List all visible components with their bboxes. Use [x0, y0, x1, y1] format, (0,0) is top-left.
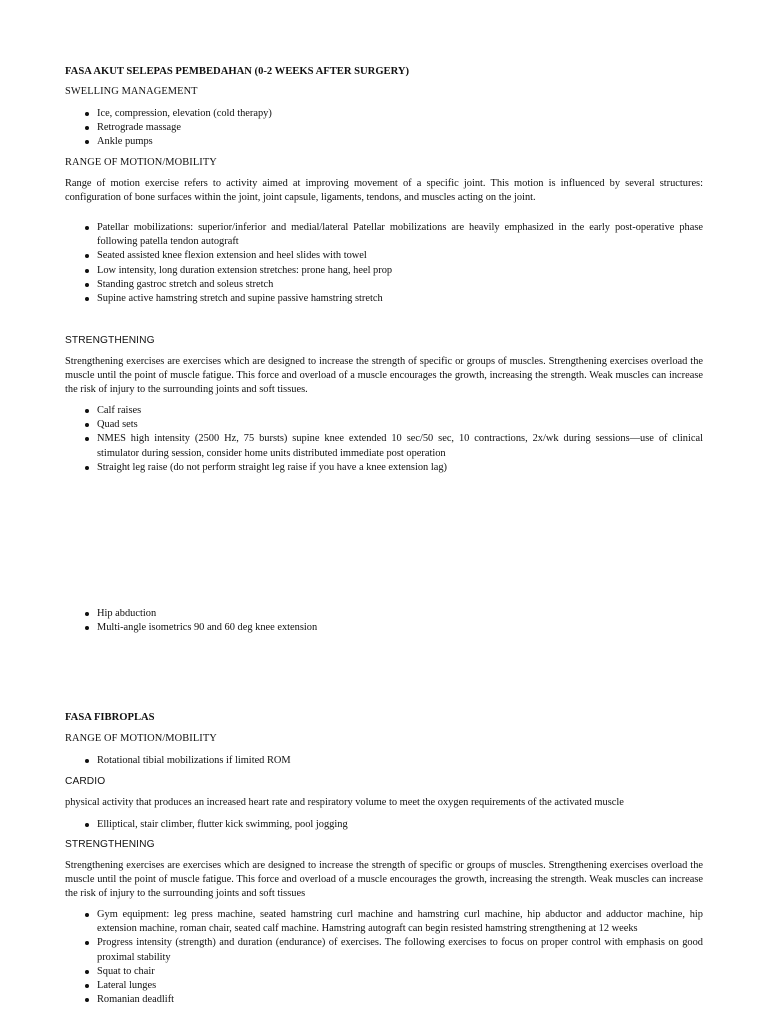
fibro-rom-list-item	[65, 754, 703, 768]
list-item-text: Retrograde massage	[97, 122, 181, 134]
fibro-rom-list	[65, 754, 703, 768]
strength-list-item	[65, 621, 703, 635]
bullet-icon	[85, 112, 89, 116]
bullet-icon	[85, 126, 89, 130]
bullet-icon	[85, 297, 89, 301]
strength-list-item	[65, 607, 703, 621]
bullet-icon	[85, 437, 89, 441]
swelling-list-item	[65, 121, 703, 135]
strength-paragraph	[65, 355, 703, 398]
list-item-text: Elliptical, stair climber, flutter kick swimming, pool jogging	[97, 819, 348, 830]
list-item-text: Calf raises	[97, 405, 142, 416]
bullet-icon	[85, 409, 89, 413]
swelling-list	[65, 107, 703, 150]
strength-list	[65, 404, 703, 475]
fibro-strength-list-item	[65, 965, 703, 979]
fibro-strength-heading	[65, 838, 703, 852]
list-item-text: Ice, compression, elevation (cold therapy)	[97, 108, 272, 119]
list-item-text: Hip abduction	[97, 608, 157, 619]
list-item-text: Rotational tibial mobilizations if limited ROM	[97, 755, 291, 766]
section2-title	[65, 711, 703, 725]
rom-list-item	[65, 221, 703, 249]
cardio-heading	[65, 775, 703, 789]
bullet-icon	[85, 970, 89, 974]
bullet-icon	[85, 759, 89, 763]
swelling-list-item	[65, 107, 703, 121]
swelling-list-item	[65, 135, 703, 149]
fibro-rom-list	[65, 754, 703, 768]
list-item-text: Progress intensity (strength) and duration (endurance) of exercises. The following exercises to focus on proper control with emphasis on good proximal stability	[97, 937, 703, 963]
list-item-text: Romanian deadlift	[97, 994, 175, 1006]
strength-list-item	[65, 418, 703, 432]
list-item-text: NMES high intensity (2500 Hz, 75 bursts) supine knee extended 10 sec/50 sec, 10 contractions, 2x/wk during sessions—use of clinical stimulator during session, consider home units distributed immediate post operation	[97, 433, 703, 459]
bullet-icon	[85, 626, 89, 630]
rom-paragraph-text: Range of motion exercise refers to activity aimed at improving movement of a specific joint. This motion is influenced by several structures: configuration of bone surfaces within the joint, joint capsule, ligaments, tendons, and muscles acting on the joint.	[65, 178, 703, 204]
section1-title-text: FASA AKUT SELEPAS PEMBEDAHAN (0-2 WEEKS AFTER SURGERY)	[65, 66, 410, 77]
bullet-icon	[85, 998, 89, 1002]
fibro-rom-heading	[65, 732, 703, 746]
list-item-text: Multi-angle isometrics 90 and 60 deg knee extension	[97, 622, 318, 634]
fibro-strength-list-item	[65, 936, 703, 964]
list-item-text: Seated assisted knee flexion extension and heel slides with towel	[97, 250, 367, 262]
fibro-strength-heading-text: STRENGTHENING	[65, 839, 155, 850]
list-item-text: Straight leg raise (do not perform straight leg raise if you have a knee extension lag)	[97, 461, 447, 473]
bullet-icon	[85, 612, 89, 616]
strength-list	[65, 607, 703, 635]
fibro-strength-list	[65, 908, 703, 1007]
strength-heading-text: STRENGTHENING	[65, 335, 155, 346]
bullet-icon	[85, 984, 89, 988]
list-item-text: Quad sets	[97, 419, 138, 431]
bullet-icon	[85, 254, 89, 258]
rom-heading-text: RANGE OF MOTION/MOBILITY	[65, 157, 217, 168]
fibro-strength-paragraph	[65, 859, 703, 902]
fibro-strength-list	[65, 908, 703, 1007]
fibro-strength-paragraph-text: Strengthening exercises are exercises which are designed to increase the strength of specific or groups of muscles. Strengthening exercises overload the muscle until the point of muscle fatigue. This force and overload of a muscle encourages the growth, increasing the strength. Weak muscles can increase the risk of injury to the surrounding joints and soft tissues	[65, 860, 703, 900]
swelling-heading	[65, 85, 703, 99]
bullet-icon	[85, 423, 89, 427]
section1-title	[65, 65, 703, 79]
bullet-icon	[85, 466, 89, 470]
cardio-heading-text: CARDIO	[65, 776, 106, 787]
rom-list-item	[65, 292, 703, 306]
strength-list	[65, 404, 703, 475]
strength-list-item	[65, 461, 703, 475]
cardio-list	[65, 818, 703, 832]
cardio-paragraph	[65, 796, 703, 810]
rom-list	[65, 221, 703, 306]
swelling-heading-text: SWELLING MANAGEMENT	[65, 86, 198, 97]
list-item-text: Low intensity, long duration extension stretches: prone hang, heel prop	[97, 264, 393, 276]
strength-list-continued	[65, 607, 703, 635]
list-item-text: Standing gastroc stretch and soleus stretch	[97, 278, 274, 290]
list-item-text: Lateral lunges	[97, 980, 157, 992]
rom-heading	[65, 156, 703, 170]
swelling-list	[65, 107, 703, 150]
strength-list-item	[65, 404, 703, 418]
rom-paragraph	[65, 177, 703, 205]
section2-title-text: FASA FIBROPLAS	[65, 712, 155, 723]
rom-list-item	[65, 249, 703, 263]
fibro-strength-list-item	[65, 979, 703, 993]
strength-paragraph-text: Strengthening exercises are exercises which are designed to increase the strength of specific or groups of muscles. Strengthening exercises overload the muscle until the point of muscle fatigue. This force and overload of a muscle encourages the growth, increasing the strength. Weak muscles can increase the risk of injury to the surrounding joints and soft tissues.	[65, 356, 703, 396]
bullet-icon	[85, 283, 89, 287]
bullet-icon	[85, 226, 89, 230]
list-item-text: Gym equipment: leg press machine, seated hamstring curl machine and hamstring curl machine, hip abductor and adductor machine, hip extension machine, roman chair, seated calf machine. Hamstring autograft can begin resisted hamstring strengthening at 12 weeks	[97, 909, 703, 935]
cardio-list-item	[65, 818, 703, 832]
bullet-icon	[85, 269, 89, 273]
cardio-list	[65, 818, 703, 832]
bullet-icon	[85, 140, 89, 144]
list-item-text: Patellar mobilizations: superior/inferior and medial/lateral Patellar mobilizations are heavily emphasized in the early post-operative phase following patella tendon autograft	[97, 222, 703, 248]
cardio-paragraph-text: physical activity that produces an increased heart rate and respiratory volume to meet the oxygen requirements of the activated muscle	[65, 797, 624, 808]
fibro-rom-heading-text: RANGE OF MOTION/MOBILITY	[65, 733, 217, 744]
strength-list-item	[65, 432, 703, 460]
bullet-icon	[85, 913, 89, 917]
bullet-icon	[85, 941, 89, 945]
rom-list-item	[65, 264, 703, 278]
list-item-text: Ankle pumps	[97, 136, 153, 148]
rom-list	[65, 221, 703, 306]
fibro-strength-list-item	[65, 908, 703, 936]
list-item-text: Supine active hamstring stretch and supine passive hamstring stretch	[97, 293, 383, 305]
rom-list-item	[65, 278, 703, 292]
strength-heading	[65, 334, 703, 348]
list-item-text: Squat to chair	[97, 965, 155, 977]
bullet-icon	[85, 823, 89, 827]
fibro-strength-list-item	[65, 993, 703, 1007]
